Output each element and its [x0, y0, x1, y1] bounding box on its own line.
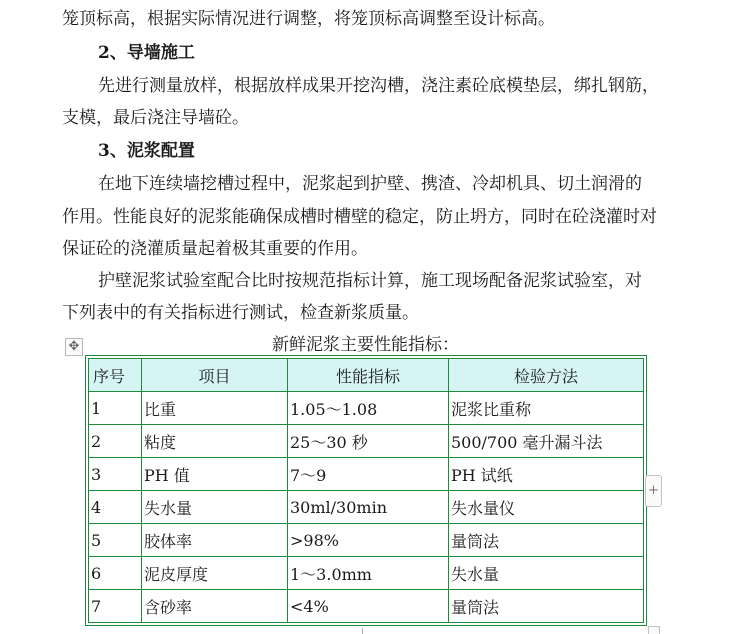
paragraph-line: 作用。性能良好的泥浆能确保成槽时槽壁的稳定，防止坍方，同时在砼浇灌时对	[62, 207, 657, 227]
table-cell[interactable]: 量筒法	[449, 524, 644, 557]
table-cell[interactable]: 7	[89, 590, 142, 623]
table-cell[interactable]: 7～9	[288, 458, 449, 491]
header-cell: 性能指标	[288, 359, 449, 392]
paragraph-line: 护壁泥浆试验室配合比时按规范指标计算，施工现场配备泥浆试验室，对	[98, 271, 642, 291]
table-cell[interactable]: 30ml/30min	[288, 491, 449, 524]
table-cell[interactable]: 1～3.0mm	[288, 557, 449, 590]
table-cell[interactable]: 量筒法	[449, 590, 644, 623]
table-cell[interactable]: 粘度	[142, 425, 288, 458]
table-row	[89, 392, 644, 425]
table-caption: 新鲜泥浆主要性能指标：	[272, 335, 459, 355]
header-cell: 项目	[142, 359, 288, 392]
table-cell[interactable]: 含砂率	[142, 590, 288, 623]
paragraph-line: 保证砼的浇灌质量起着极其重要的作用。	[62, 239, 368, 259]
paragraph-line: 下列表中的有关指标进行测试，检查新浆质量。	[62, 303, 419, 323]
paragraph-line: 笼顶标高，根据实际情况进行调整，将笼顶标高调整至设计标高。	[62, 9, 555, 29]
table-row	[89, 590, 644, 623]
table-cell[interactable]: <4%	[288, 590, 449, 623]
section-heading-slurry: 3、泥浆配置	[98, 141, 195, 161]
table-cell[interactable]: 25～30 秒	[288, 425, 449, 458]
table-row	[89, 557, 644, 590]
table-cell[interactable]: 500/700 毫升漏斗法	[449, 425, 644, 458]
add-row-marker[interactable]	[362, 628, 368, 634]
table-cell[interactable]: 失水量	[142, 491, 288, 524]
table-header-row	[89, 359, 644, 392]
plus-icon[interactable]: +	[645, 475, 662, 507]
table-cell[interactable]: PH 试纸	[449, 458, 644, 491]
move-arrows-icon[interactable]: ✥	[65, 338, 83, 356]
table-cell[interactable]: 泥皮厚度	[142, 557, 288, 590]
table-cell[interactable]: 4	[89, 491, 142, 524]
header-cell: 序号	[89, 359, 142, 392]
paragraph-line: 支模，最后浇注导墙砼。	[62, 108, 249, 128]
table-cell[interactable]: 2	[89, 425, 142, 458]
table-cell[interactable]: 失水量	[449, 557, 644, 590]
table-cell[interactable]: 泥浆比重称	[449, 392, 644, 425]
table-cell[interactable]: >98%	[288, 524, 449, 557]
table-cell[interactable]: PH 值	[142, 458, 288, 491]
table-row	[89, 425, 644, 458]
table-cell[interactable]: 胶体率	[142, 524, 288, 557]
table-cell[interactable]: 3	[89, 458, 142, 491]
paragraph-line: 先进行测量放样，根据放样成果开挖沟槽，浇注素砼底模垫层，绑扎钢筋，	[98, 76, 659, 96]
table-cell[interactable]: 失水量仪	[449, 491, 644, 524]
table-cell[interactable]: 5	[89, 524, 142, 557]
table-resize-handle[interactable]	[648, 626, 660, 634]
table-row	[89, 524, 644, 557]
table-row	[89, 491, 644, 524]
table-row	[89, 458, 644, 491]
header-cell: 检验方法	[449, 359, 644, 392]
slurry-performance-table	[88, 358, 644, 623]
table-cell[interactable]: 1.05～1.08	[288, 392, 449, 425]
table-cell[interactable]: 比重	[142, 392, 288, 425]
paragraph-line: 在地下连续墙挖槽过程中，泥浆起到护壁、携渣、冷却机具、切土润滑的	[98, 174, 642, 194]
table-cell[interactable]: 6	[89, 557, 142, 590]
table-cell[interactable]: 1	[89, 392, 142, 425]
section-heading-guide-wall: 2、导墙施工	[98, 43, 195, 63]
